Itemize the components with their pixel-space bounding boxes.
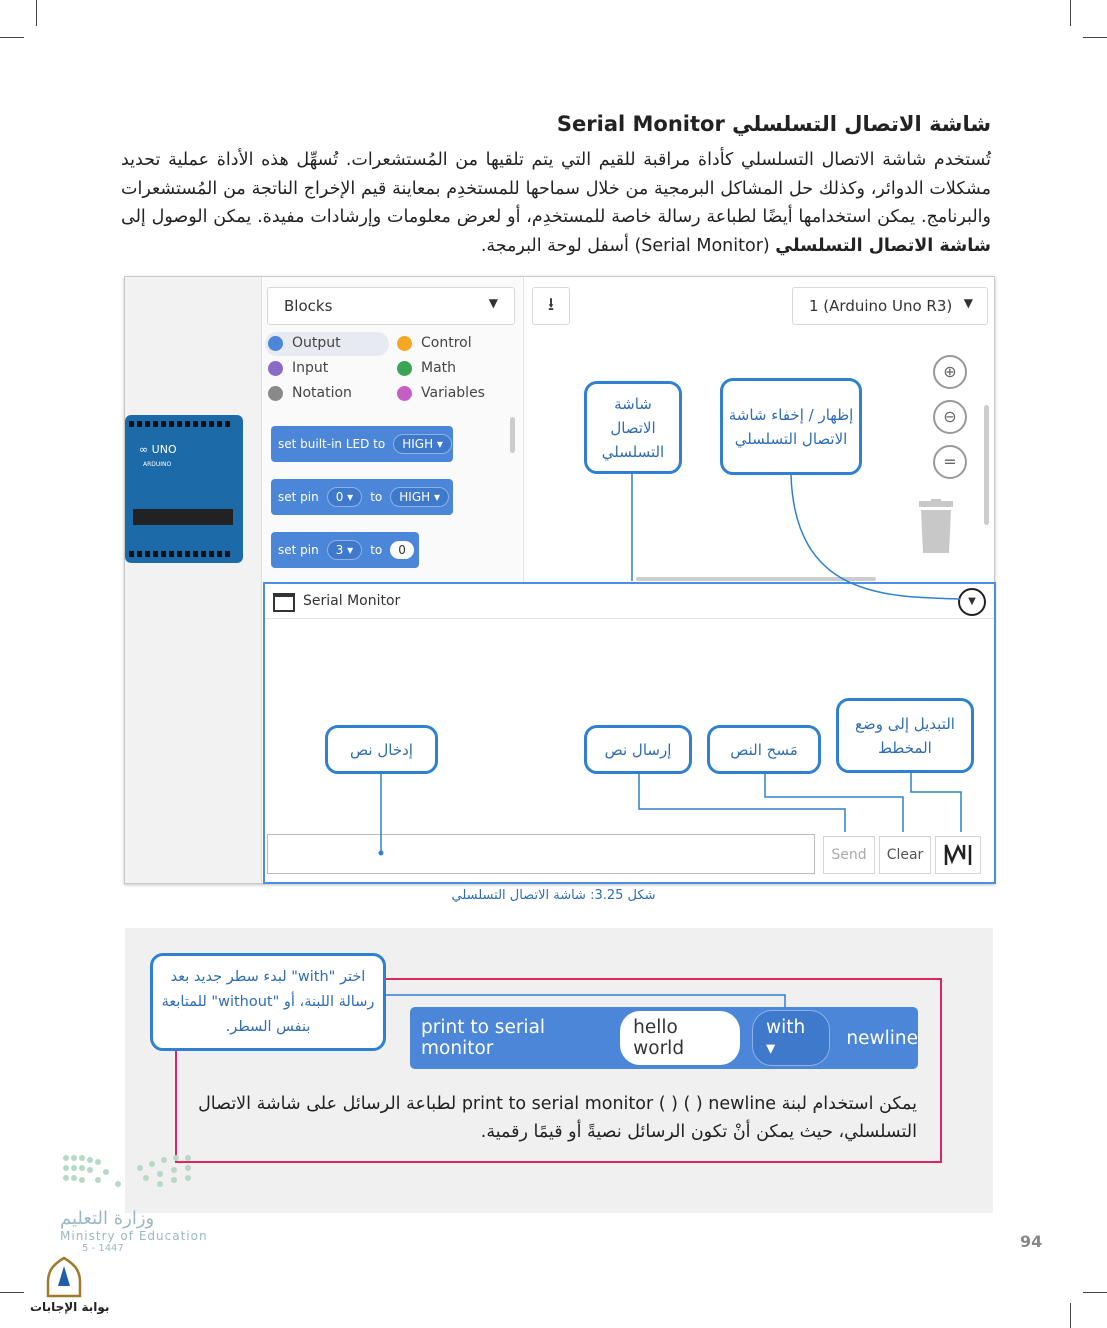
board-brand: ARDUINO	[143, 461, 172, 468]
ministry-year: 5 - 1447	[82, 1243, 124, 1254]
block-text-input[interactable]: hello world	[620, 1011, 740, 1065]
callout-send-text: إرسال نص	[584, 725, 692, 774]
callout-newline-option: اختر "with" لبدء سطر جديد بعد رسالة اللبنة، أو "without" للمتابعة بنفس السطر.	[150, 953, 386, 1051]
category-variables[interactable]: Variables	[397, 385, 485, 401]
block-dropdown[interactable]: HIGH ▾	[390, 487, 449, 507]
figure-caption: شكل 3.25: شاشة الاتصال التسلسلي	[451, 888, 656, 903]
block-label: to	[370, 543, 383, 557]
page-title: شاشة الاتصال التسلسلي Serial Monitor	[556, 112, 991, 136]
portal-name: بوابة الإجابات	[30, 1300, 110, 1314]
device-dropdown-label: 1 (Arduino Uno R3)	[809, 297, 953, 315]
callout-show-hide: إظهار / إخفاء شاشة الاتصال التسلسلي	[720, 378, 862, 475]
page-number: 94	[1020, 1232, 1043, 1251]
board-logo: ∞ UNO	[139, 443, 177, 456]
block-dropdown[interactable]: 0 ▾	[327, 487, 362, 507]
paragraph-text-end: (Serial Monitor) أسفل لوحة البرمجة.	[480, 235, 776, 256]
block-dropdown[interactable]: 3 ▾	[327, 540, 362, 560]
tinkercad-figure	[124, 276, 995, 884]
callout-serial-screen: شاشة الاتصال التسلسلي	[584, 381, 682, 474]
crop-mark	[1070, 0, 1071, 26]
block-label: print to serial monitor	[421, 1017, 546, 1059]
crop-mark	[36, 0, 37, 26]
callout-connectors	[125, 277, 994, 883]
category-output[interactable]: Output	[268, 335, 341, 351]
zoom-out-icon[interactable]: ⊖	[933, 400, 967, 434]
category-notation[interactable]: Notation	[268, 385, 352, 401]
crop-mark	[1083, 1292, 1107, 1293]
block-dropdown[interactable]: HIGH ▾	[393, 434, 452, 454]
portal-logo-icon	[44, 1256, 84, 1300]
chevron-down-icon: ▼	[488, 296, 498, 310]
block-number-input[interactable]: 0	[390, 541, 414, 559]
chevron-down-icon: ▼	[963, 296, 973, 310]
ministry-name-en: Ministry of Education	[60, 1229, 208, 1243]
crop-mark	[1083, 37, 1107, 38]
ministry-logo	[60, 1150, 210, 1254]
category-math[interactable]: Math	[397, 360, 456, 376]
example-note: يمكن استخدام لبنة print to serial monitor ( ) ( ) newline لطباعة الرسائل على شاشة الاتصال التسلسلي، حيث يمكن أنْ تكون الرسائل نصيةً أو قيمًا رقمية.	[198, 1094, 917, 1142]
paragraph-text: تُستخدم شاشة الاتصال التسلسلي كأداة مراقبة للقيم التي يتم تلقيها من المُستشعرات. تُسهِّل هذه الأداة عملية تحديد مشكلات الدوائر، وكذلك حل المشاكل البرمجية من خلال سماحها للمستخدِم بمعاينة قيم الإخراج الناتجة من المُستشعرات والبرنامج. يمكن استخدامها أيضًا لطباعة رسالة خاصة للمستخدِم، أو لعرض معلومات وإرشادات مفيدة. يمكن الوصول إلى	[121, 150, 991, 227]
serial-monitor-title: Serial Monitor	[303, 593, 401, 609]
toggle-chevron-icon[interactable]: ▼	[958, 588, 986, 616]
block-label: newline	[846, 1027, 918, 1049]
block-label: set pin	[278, 543, 319, 557]
zoom-fit-icon[interactable]: =	[933, 445, 967, 479]
blocks-dropdown-label: Blocks	[284, 297, 333, 315]
intro-paragraph	[121, 146, 991, 260]
ministry-dots-icon	[60, 1150, 200, 1198]
block-label: set built-in LED to	[278, 437, 386, 451]
ministry-name-ar: وزارة التعليم	[60, 1208, 155, 1229]
block-dropdown[interactable]: with ▾	[752, 1010, 830, 1066]
crop-mark	[1070, 1303, 1071, 1328]
send-button[interactable]: Send	[823, 836, 875, 874]
block-label: set pin	[278, 490, 319, 504]
crop-mark	[0, 37, 24, 38]
category-input[interactable]: Input	[268, 360, 328, 376]
block-label: to	[370, 490, 383, 504]
print-serial-block[interactable]	[410, 1007, 918, 1069]
zoom-in-icon[interactable]: ⊕	[933, 355, 967, 389]
crop-mark	[0, 1292, 24, 1293]
callout-text-input: إدخال نص	[325, 725, 438, 774]
callout-switch-graph: التبديل إلى وضع المخطط	[836, 698, 974, 773]
clear-button[interactable]: Clear	[879, 836, 931, 874]
callout-clear-text: مَسح النص	[707, 725, 821, 774]
category-control[interactable]: Control	[397, 335, 472, 351]
download-icon[interactable]: ⭳	[532, 287, 570, 325]
paragraph-bold: شاشة الاتصال التسلسلي	[775, 235, 991, 256]
